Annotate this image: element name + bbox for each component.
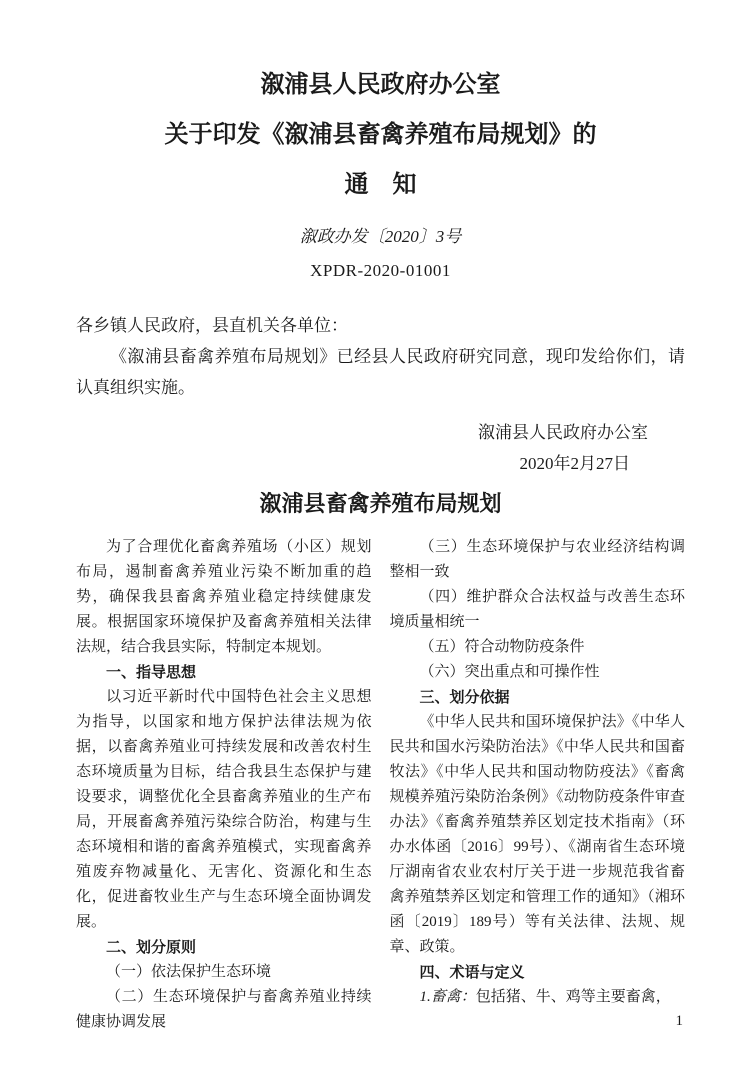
paragraph: （二）生态环境保护与畜禽养殖业持续健康协调发展 <box>76 989 372 1030</box>
paragraph: 《中华人民共和国环境保护法》《中华人民共和国水污染防治法》《中华人民共和国畜牧法》《中华人民共和国动物防疫法》《畜禽规模养殖污染防治条例》《动物防疫条件审查办法》《畜禽养殖禁养区划定技术指南》（环办水体函〔2016〕99号）、《湖南省生态环境厅湖南省农业农村厅关于进一步规范我省畜禽养殖禁养区划定和管理工作的通知》（湘环函〔2019〕189号）等有关法律、法规、规章、政策。 <box>389 714 685 955</box>
paragraph: （五）符合动物防疫条件 <box>419 639 585 655</box>
paragraph: 为了合理优化畜禽养殖场（小区）规划布局，遏制畜禽养殖业污染不断加重的趋势，确保我县畜禽养殖业稳定持续健康发展。根据国家环境保护及畜禽养殖相关法律法规，结合我县实际，特制定本规划。 <box>76 539 372 655</box>
section-heading: 四、术语与定义 <box>419 964 525 981</box>
notice-title-line3: 通 知 <box>344 172 417 198</box>
plan-right-column <box>390 535 686 1035</box>
doc-number: 溆政办发〔2020〕3号 <box>299 227 462 246</box>
plan-columns <box>76 535 685 1035</box>
paragraph: （三）生态环境保护与农业经济结构调整相一致 <box>389 539 685 580</box>
paragraph: （一）依法保护生态环境 <box>106 964 272 980</box>
page-number: 1 <box>675 1013 683 1029</box>
paragraph: 以习近平新时代中国特色社会主义思想为指导，以国家和地方保护法律法规为依据，以畜禽养殖业可持续发展和改善农村生态环境质量为目标，结合我县生态保护与建设要求，调整优化全县畜禽养殖业的生产布局，开展畜禽养殖污染综合防治，构建与生态环境相和谐的畜禽养殖模式，实现畜禽养殖废弃物减量化、无害化、资源化和生态化，促进畜牧业生产与生态环境全面协调发展。 <box>76 689 372 930</box>
notice-title-line1: 溆浦县人民政府办公室 <box>260 72 501 98</box>
signature-block <box>76 417 685 479</box>
plan-title: 溆浦县畜禽养殖布局规划 <box>259 491 502 516</box>
section-heading: 二、划分原则 <box>106 939 197 956</box>
notice-title <box>76 60 685 210</box>
section-heading: 一、指导思想 <box>106 664 197 681</box>
paragraph: （六）突出重点和可操作性 <box>419 664 600 680</box>
plan-left-column <box>76 535 372 1035</box>
sign-date: 2020年2月27日 <box>519 454 630 473</box>
notice-text: 《溆浦县畜禽养殖布局规划》已经县人民政府研究同意，现印发给你们，请认真组织实施。 <box>76 347 685 397</box>
term-label: 1.畜禽： <box>419 989 476 1005</box>
paragraph: （四）维护群众合法权益与改善生态环境质量相统一 <box>389 589 685 630</box>
notice-title-line2: 关于印发《溆浦县畜禽养殖布局规划》的 <box>164 122 597 148</box>
notice-header <box>76 60 685 284</box>
salutation: 各乡镇人民政府，县直机关各单位： <box>76 316 348 335</box>
section-heading: 三、划分依据 <box>419 689 510 706</box>
notice-body <box>76 310 685 479</box>
signer: 溆浦县人民政府办公室 <box>478 423 648 442</box>
paragraph: 1.畜禽：包括猪、牛、鸡等主要畜禽， <box>419 989 671 1005</box>
plan-section <box>76 489 685 1035</box>
doc-code: XPDR-2020-01001 <box>310 261 451 280</box>
